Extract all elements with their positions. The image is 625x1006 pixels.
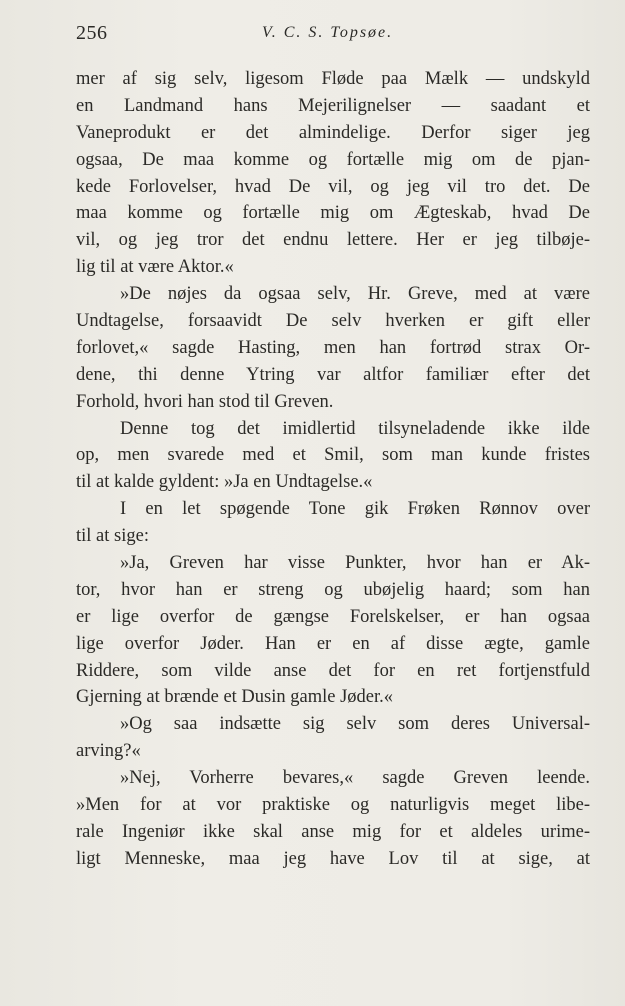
text-line: maa komme og fortælle mig om Ægteskab, hvad De [76,203,590,224]
text-line: vil, og jeg tror det endnu lettere. Her er jeg tilbøje- [76,230,590,251]
text-line: »Men for at vor praktiske og naturligvis meget libe- [76,795,590,816]
text-line: Gjerning at brænde et Dusin gamle Jøder.« [76,687,394,708]
text-line: forlovet,« sagde Hasting, men han fortrød strax Or- [76,337,590,358]
text-line: lig til at være Aktor.« [76,257,234,278]
text-line: rale Ingeniør ikke skal anse mig for et aldeles urime- [76,821,590,842]
text-line: tor, hvor han er streng og ubøjelig haard; som han [76,579,590,600]
text-line: Riddere, som vilde anse det for en ret fortjenstfuld [76,660,590,681]
text-line: en Landmand hans Mejerilignelser — saadant et [76,95,590,116]
text-line: Undtagelse, forsaavidt De selv hverken er gift eller [76,311,590,332]
running-head: V. C. S. Topsøe. [262,24,394,41]
text-line: Denne tog det imidlertid tilsyneladende ikke ilde [120,418,590,439]
text-line: ligt Menneske, maa jeg have Lov til at sige, at [76,848,590,869]
text-line: op, men svarede med et Smil, som man kunde fristes [76,445,590,466]
page-header [76,22,589,46]
text-line: Forhold, hvori han stod til Greven. [76,391,334,412]
text-line: Vaneprodukt er det almindelige. Derfor siger jeg [76,122,590,143]
body-text [76,66,590,873]
text-line: er lige overfor de gængse Forelskelser, er han ogsaa [76,606,590,627]
page-number: 256 [76,22,108,44]
text-line: arving?« [76,741,141,762]
text-line: til at kalde gyldent: »Ja en Undtagelse.« [76,472,373,493]
text-line: I en let spøgende Tone gik Frøken Rønnov over [120,499,590,520]
text-line: kede Forlovelser, hvad De vil, og jeg vil tro det. De [76,176,590,197]
text-line: »Og saa indsætte sig selv som deres Universal- [120,714,590,735]
text-line: »Nej, Vorherre bevares,« sagde Greven leende. [120,768,590,789]
text-line: til at sige: [76,526,149,547]
text-line: »Ja, Greven har visse Punkter, hvor han er Ak- [120,553,590,574]
text-line: ogsaa, De maa komme og fortælle mig om de pjan- [76,149,590,170]
text-line: »De nøjes da ogsaa selv, Hr. Greve, med at være [120,284,590,305]
text-line: lige overfor Jøder. Han er en af disse ægte, gamle [76,633,590,654]
text-line: dene, thi denne Ytring var altfor familiær efter det [76,364,590,385]
text-line: mer af sig selv, ligesom Fløde paa Mælk — undskyld [76,69,590,89]
